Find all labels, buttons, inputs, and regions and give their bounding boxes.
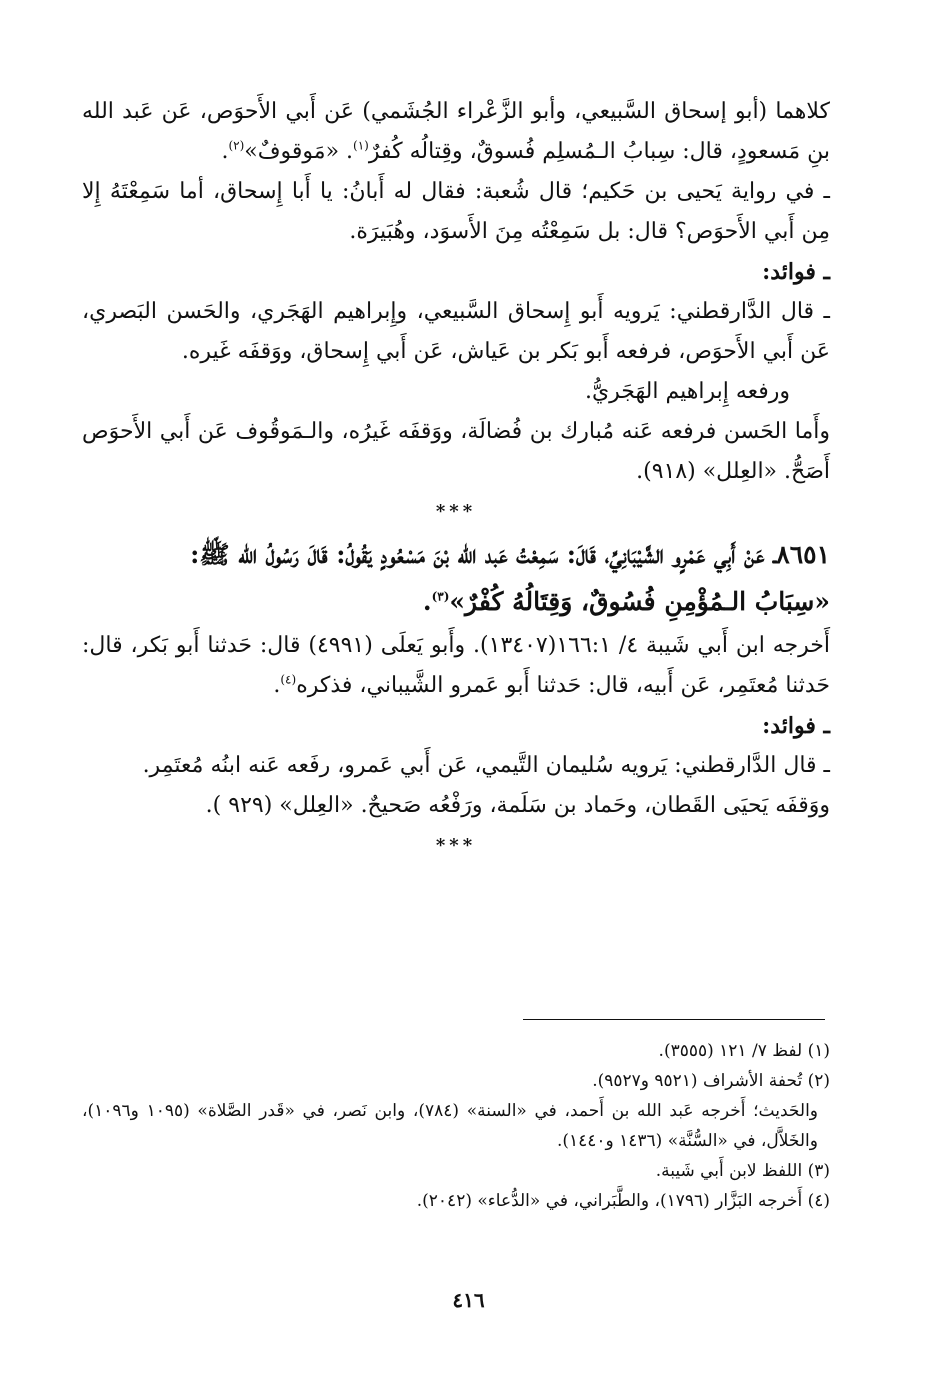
paragraph-1	[82, 92, 830, 172]
footnote-1: (١) لفظ ٧/ ١٢١ (٣٥٥٥).	[658, 1041, 830, 1061]
hadith-quote-text: «سِبَابُ الـمُؤْمِنِ فُسُوقٌ، وَقِتَالُهُ كُفْرٌ»	[449, 587, 830, 616]
paragraph-1-text: كلاهما (أبو إسحاق السَّبيعي، وأبو الزَّعْراء الجُشَمي) عَن أَبي الأَحوَص، عَن عَبد الله بنِ مَسعودٍ، قال: سِبابُ الـمُسلِم فُسوقٌ، وقِتالُه كُفرٌ	[82, 99, 830, 164]
hadith-text: ٨٦٥١ـ عَنْ أَبِي عَمْرٍو الشَّيْبَانِيِّ، قَالَ: سَمِعْتُ عَبد الله بْنَ مَسْعُودٍ يَقُولُ: قَالَ رَسُولُ الله ﷺ:	[190, 540, 830, 569]
takhrij-paragraph	[82, 626, 830, 706]
paragraph-1-tail: . «مَوقوفٌ»	[244, 139, 354, 164]
footnote-ref-4: (٤)	[280, 672, 297, 687]
fawaid-heading-1: ـ فوائد:	[762, 259, 830, 285]
footnote-3: (٣) اللفظ لابن أَبي شَيبة.	[655, 1161, 830, 1181]
main-text	[82, 92, 830, 866]
daraqutni-paragraph-5: ووَقفَه يَحيَى القَطان، وحَماد بن سَلَمة، ورَفْعُه صَحيحٌ. «العِلل» (٩٢٩ ).	[205, 793, 830, 818]
footnotes	[82, 1036, 830, 1216]
footnote-ref-1: (١)	[353, 138, 369, 153]
takhrij-text: أَخرجه ابن أَبي شَيبة ٤/ ١٦٦:١(١٣٤٠٧). وأَبو يَعلَى (٤٩٩١) قال: حَدثنا أَبو بَكر، قال: حَدثنا مُعتَمِر، عَن أَبيه، قال: حَدثنا أَبو عَمرو الشَّيباني، فذكره	[82, 633, 831, 698]
footnote-4: (٤) أَخرجه البَزَّار (١٧٩٦)، والطَّبَراني، في «الدُّعاء» (٢٠٤٢).	[416, 1191, 830, 1211]
paragraph-1-end: .	[221, 139, 229, 164]
footnote-divider	[523, 1019, 825, 1020]
fawaid-heading-2: ـ فوائد:	[762, 713, 830, 739]
footnote-2-continuation: والحَديث؛ أَخرجه عَبد الله بن أَحمد، في «السنة» (٧٨٤)، وابن نَصر، في «قَدر الصَّلاة» (١٠٩٥ و١٠٩٦)، والخَلاَّل، في «السُّنَّة» (١٤٣٦ و١٤٤٠).	[82, 1101, 818, 1151]
takhrij-end: .	[273, 673, 281, 698]
daraqutni-paragraph-4: ـ قال الدَّارقطني: يَرويه سُليمان التَّيمي، عَن أَبي عَمرو، رفَعه عَنه ابنُه مُعتَمِر.	[142, 753, 830, 778]
daraqutni-paragraph-3: وأَما الحَسن فرفعه عَنه مُبارك بن فُضالَة، ووَقفَه غَيرُه، والـمَوقُوف عَن أَبي الأَحوَص أَصَحُّ. «العِلل» (٩١٨).	[82, 419, 830, 484]
hadith-quote	[82, 578, 830, 626]
section-separator-1: ***	[435, 501, 477, 522]
hadith-quote-end: .	[422, 587, 432, 616]
footnote-ref-3: (٣)	[431, 589, 450, 604]
section-separator-2: ***	[435, 835, 477, 856]
paragraph-2: ـ في رواية يَحيى بن حَكيم؛ قال شُعبة: فقال له أَبانُ: يا أَبا إِسحاق، أما سَمِعْتَهُ إِلا مِن أَبي الأَحوَص؟ قال: بل سَمِعْتُه مِنَ الأَسوَد، وهُبَيرَة.	[82, 179, 830, 244]
footnote-2: (٢) تُحفة الأشراف (٩٥٢١ و٩٥٢٧).	[592, 1071, 830, 1091]
daraqutni-paragraph-2: ورفعه إِبراهيم الهَجَريُّ.	[584, 379, 790, 404]
page-number: ٤١٦	[452, 1288, 485, 1312]
footnote-ref-2: (٢)	[228, 138, 245, 153]
daraqutni-paragraph-1: ـ قال الدَّارقطني: يَرويه أَبو إِسحاق السَّبيعي، وإِبراهيم الهَجَري، والحَسن البَصري، عَن أَبي الأَحوَص، فرفعه أَبو بَكر بن عَياش، عَن أَبي إِسحاق، ووَقفَه غَيره.	[82, 299, 830, 364]
